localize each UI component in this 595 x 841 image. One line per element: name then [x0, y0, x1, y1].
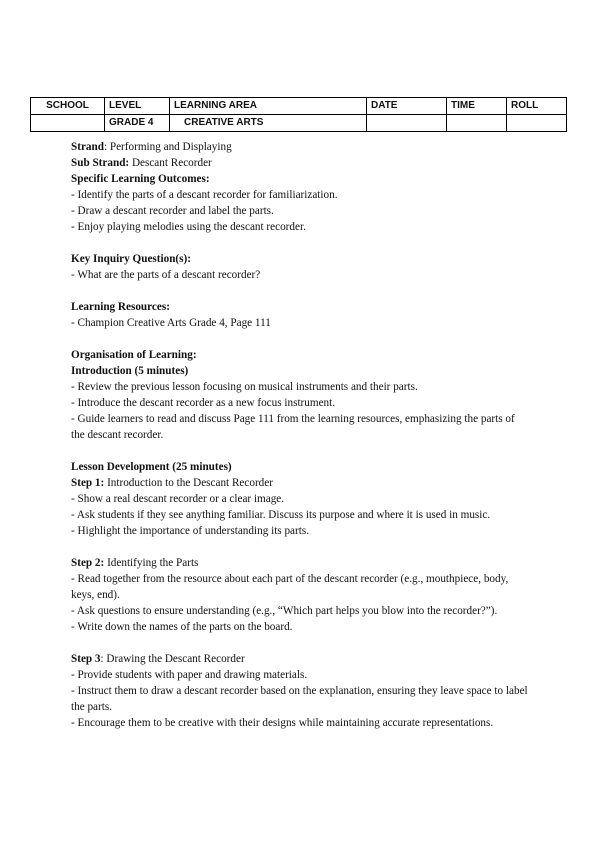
- step2-line: [71, 555, 531, 571]
- value-cell-date: [367, 115, 447, 132]
- step1-label: Step 1:: [71, 477, 105, 489]
- development-heading: [71, 459, 531, 475]
- header-cell-time: TIME: [447, 98, 507, 115]
- spacer: [71, 283, 531, 299]
- step2-label: Step 2:: [71, 557, 105, 569]
- list-item: - Read together from the resource about each part of the descant recorder (e.g., mouthpiece, body, keys, end).: [71, 573, 509, 601]
- list-item: - Provide students with paper and drawing materials.: [71, 669, 308, 681]
- list-item: - Introduce the descant recorder as a new focus instrument.: [71, 397, 336, 409]
- spacer: [71, 443, 531, 459]
- inquiry-heading-text: Key Inquiry Question(s):: [71, 253, 191, 265]
- sub-strand-line: [71, 155, 531, 171]
- outcomes-heading: [71, 171, 531, 187]
- strand-value: : Performing and Displaying: [103, 141, 232, 153]
- spacer: [71, 635, 531, 651]
- sub-strand-value: Descant Recorder: [129, 157, 212, 169]
- list-item: - Draw a descant recorder and label the parts.: [71, 205, 274, 217]
- header-cell-date: DATE: [367, 98, 447, 115]
- list-item: - Encourage them to be creative with their designs while maintaining accurate representations.: [71, 717, 494, 729]
- strand-label: Strand: [71, 141, 104, 153]
- spacer: [71, 331, 531, 347]
- resources-heading: [71, 299, 531, 315]
- development-heading-text: Lesson Development (25 minutes): [71, 461, 232, 473]
- list-item: - Ask students if they see anything familiar. Discuss its purpose and where it is used in music.: [71, 509, 491, 521]
- value-cell-time: [447, 115, 507, 132]
- lesson-plan-body: [71, 139, 531, 731]
- value-cell-learning-area: CREATIVE ARTS: [170, 115, 367, 132]
- introduction-heading: [71, 363, 531, 379]
- inquiry-heading: [71, 251, 531, 267]
- step2-title: Identifying the Parts: [104, 557, 199, 569]
- list-item: - Identify the parts of a descant recorder for familiarization.: [71, 189, 338, 201]
- step3-line: [71, 651, 531, 667]
- header-cell-roll: ROLL: [507, 98, 567, 115]
- step3-title: : Drawing the Descant Recorder: [100, 653, 245, 665]
- list-item: - Champion Creative Arts Grade 4, Page 111: [71, 317, 271, 329]
- list-item: - What are the parts of a descant recorder?: [71, 269, 261, 281]
- organisation-heading: [71, 347, 531, 363]
- value-row: [31, 115, 567, 132]
- header-row: [31, 98, 567, 115]
- outcomes-heading-text: Specific Learning Outcomes:: [71, 173, 210, 185]
- step3-label: Step 3: [71, 653, 101, 665]
- spacer: [71, 539, 531, 555]
- list-item: - Instruct them to draw a descant recorder based on the explanation, ensuring they leave space to label the parts.: [71, 685, 528, 713]
- spacer: [71, 235, 531, 251]
- value-cell-school: [31, 115, 105, 132]
- step1-line: [71, 475, 531, 491]
- step1-title: Introduction to the Descant Recorder: [104, 477, 273, 489]
- strand-line: [71, 139, 531, 155]
- value-cell-level: GRADE 4: [105, 115, 170, 132]
- list-item: - Guide learners to read and discuss Page 111 from the learning resources, emphasizing the parts of the descant recorder.: [71, 413, 515, 441]
- resources-heading-text: Learning Resources:: [71, 301, 170, 313]
- sub-strand-label: Sub Strand:: [71, 157, 130, 169]
- organisation-heading-text: Organisation of Learning:: [71, 349, 197, 361]
- list-item: - Enjoy playing melodies using the descant recorder.: [71, 221, 306, 233]
- introduction-heading-text: Introduction (5 minutes): [71, 365, 189, 377]
- list-item: - Write down the names of the parts on the board.: [71, 621, 293, 633]
- header-cell-level: LEVEL: [105, 98, 170, 115]
- list-item: - Show a real descant recorder or a clear image.: [71, 493, 285, 505]
- header-cell-learning-area: LEARNING AREA: [170, 98, 367, 115]
- header-cell-school: SCHOOL: [31, 98, 105, 115]
- lesson-header-table: [30, 97, 567, 132]
- list-item: - Review the previous lesson focusing on musical instruments and their parts.: [71, 381, 418, 393]
- list-item: - Ask questions to ensure understanding (e.g., “Which part helps you blow into the recorder?”).: [71, 605, 498, 617]
- value-cell-roll: [507, 115, 567, 132]
- list-item: - Highlight the importance of understanding its parts.: [71, 525, 309, 537]
